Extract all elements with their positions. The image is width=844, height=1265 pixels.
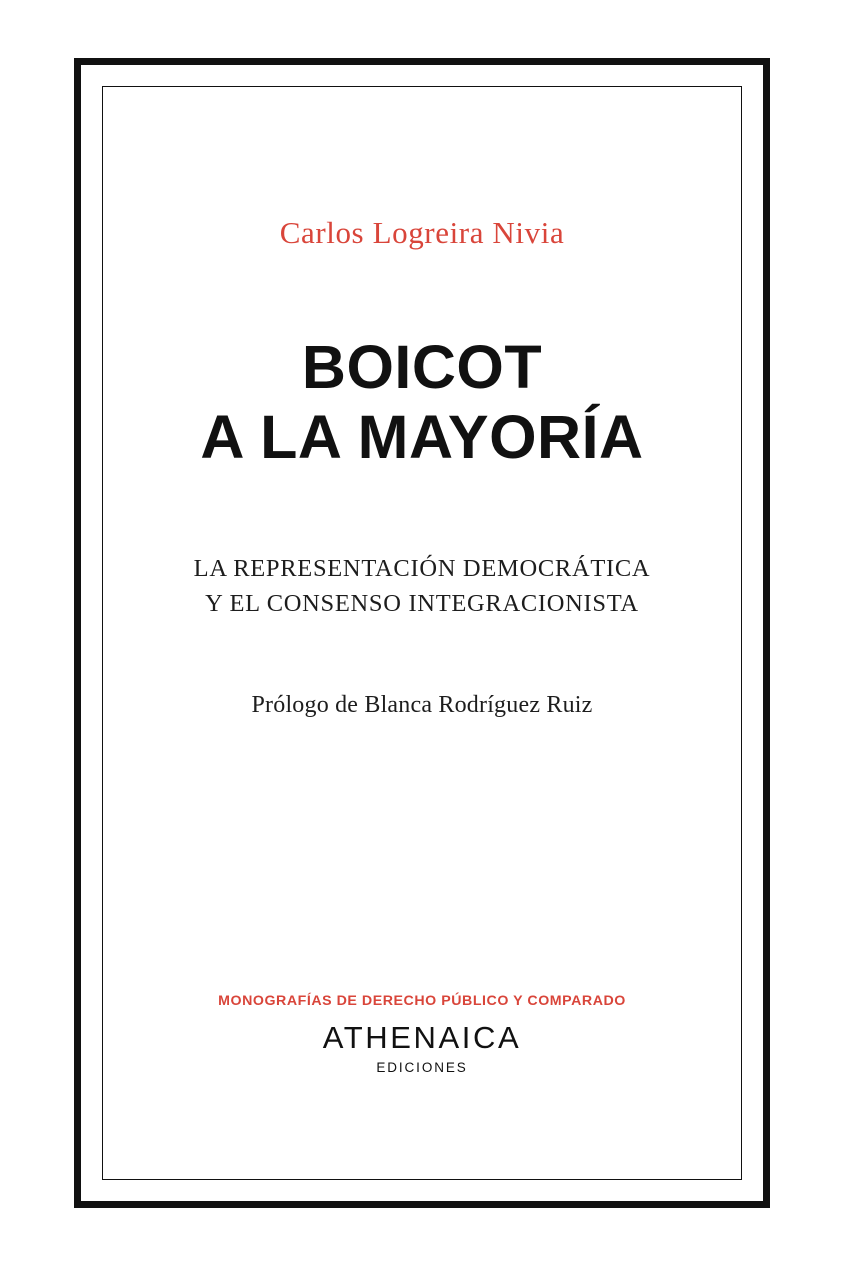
book-subtitle xyxy=(103,552,741,622)
cover-content xyxy=(103,87,741,1179)
cover-outer-border xyxy=(74,58,770,1208)
publisher-imprint xyxy=(103,1021,741,1075)
book-title xyxy=(103,332,741,472)
publisher-name: ATHENAICA xyxy=(322,1019,522,1055)
prologue-credit: Prólogo de Blanca Rodríguez Ruiz xyxy=(251,692,593,718)
cover-inner-border xyxy=(102,86,742,1180)
book-title-line-1: BOICOT xyxy=(301,333,543,401)
book-subtitle-line-2: Y EL CONSENSO INTEGRACIONISTA xyxy=(205,589,639,617)
book-subtitle-line-1: LA REPRESENTACIÓN DEMOCRÁTICA xyxy=(193,555,651,582)
author-name: Carlos Logreira Nivia xyxy=(279,215,565,250)
publisher-kind: EDICIONES xyxy=(376,1060,468,1075)
book-title-line-2: A LA MAYORÍA xyxy=(200,403,644,472)
collection-series-label: MONOGRAFÍAS DE DERECHO PÚBLICO Y COMPARADO xyxy=(218,993,626,1009)
